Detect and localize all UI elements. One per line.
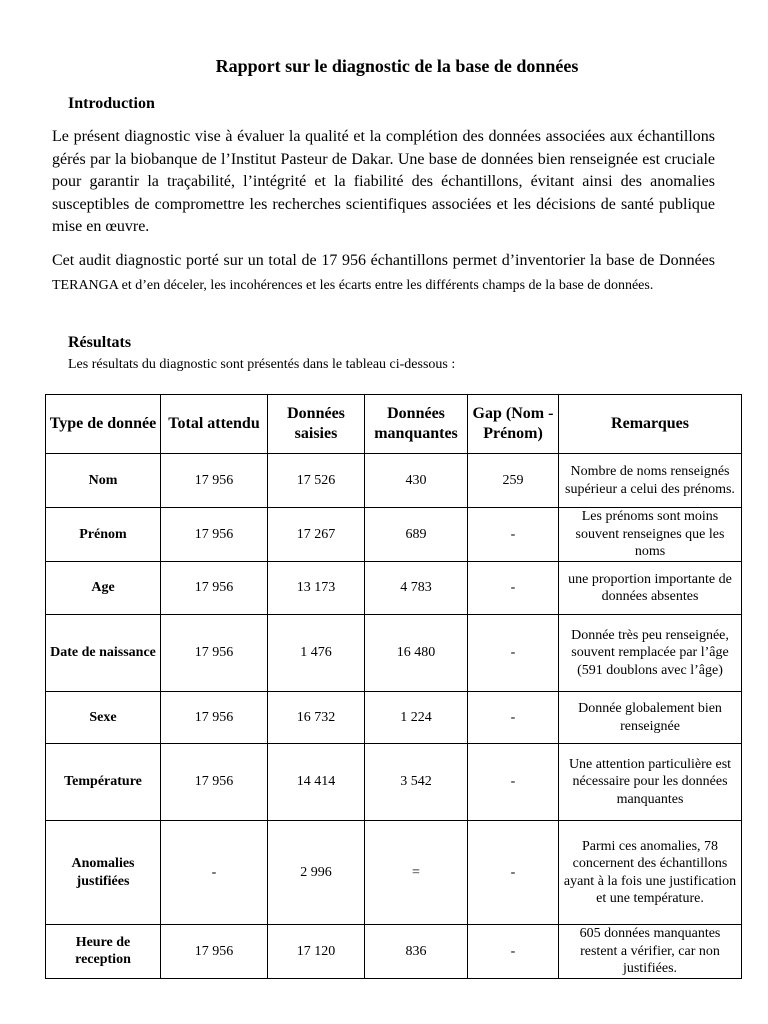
cell-gap: -	[468, 508, 559, 562]
table-row	[46, 821, 742, 925]
cell-type: Nom	[46, 454, 161, 508]
cell-saisies: 2 996	[268, 821, 365, 925]
cell-type: Date de naissance	[46, 615, 161, 692]
table-row	[46, 454, 742, 508]
cell-remarques: Les prénoms sont moins souvent renseignes que les noms	[559, 508, 742, 562]
introduction-paragraph-2	[52, 250, 715, 297]
cell-remarques: Nombre de noms renseignés supérieur a celui des prénoms.	[559, 454, 742, 508]
cell-saisies: 1 476	[268, 615, 365, 692]
cell-total: -	[161, 821, 268, 925]
cell-remarques: 605 données manquantes restent a vérifier, car non justifiées.	[559, 925, 742, 979]
table-row	[46, 925, 742, 979]
cell-type: Prénom	[46, 508, 161, 562]
cell-total: 17 956	[161, 615, 268, 692]
cell-type: Anomalies justifiées	[46, 821, 161, 925]
cell-manquantes: 16 480	[365, 615, 468, 692]
page-title: Rapport sur le diagnostic de la base de données	[215, 56, 579, 76]
cell-saisies: 16 732	[268, 692, 365, 744]
cell-manquantes: 1 224	[365, 692, 468, 744]
cell-saisies: 17 120	[268, 925, 365, 979]
cell-manquantes: 3 542	[365, 744, 468, 821]
results-heading: Résultats	[68, 334, 132, 351]
header-manquantes: Données manquantes	[365, 395, 468, 454]
header-gap: Gap (Nom - Prénom)	[468, 395, 559, 454]
header-total: Total attendu	[161, 395, 268, 454]
cell-remarques: Donnée globalement bien renseignée	[559, 692, 742, 744]
cell-type: Heure de reception	[46, 925, 161, 979]
header-remarques: Remarques	[559, 395, 742, 454]
cell-manquantes: 836	[365, 925, 468, 979]
introduction-heading: Introduction	[68, 95, 155, 112]
table-header-row	[46, 395, 742, 454]
introduction-paragraph-1: Le présent diagnostic vise à évaluer la qualité et la complétion des données associées aux échantillons gérés par la biobanque de l’Institut Pasteur de Dakar. Une base de données bien renseignée est cruciale pour garantir la traçabilité, l’intégrité et la fiabilité des échantillons, évitant ainsi des anomalies susceptibles de compromettre les recherches scientifiques associées et les décisions de santé publique mise en œuvre.	[52, 128, 715, 235]
table-row	[46, 562, 742, 615]
cell-manquantes: 4 783	[365, 562, 468, 615]
cell-total: 17 956	[161, 744, 268, 821]
cell-gap: -	[468, 692, 559, 744]
cell-total: 17 956	[161, 692, 268, 744]
cell-gap: -	[468, 925, 559, 979]
cell-total: 17 956	[161, 454, 268, 508]
results-intro: Les résultats du diagnostic sont présentés dans le tableau ci-dessous :	[68, 357, 456, 372]
table-row	[46, 744, 742, 821]
cell-saisies: 13 173	[268, 562, 365, 615]
header-saisies: Données saisies	[268, 395, 365, 454]
cell-remarques: une proportion importante de données absentes	[559, 562, 742, 615]
cell-total: 17 956	[161, 925, 268, 979]
cell-gap: -	[468, 615, 559, 692]
cell-total: 17 956	[161, 562, 268, 615]
paragraph-2-start: Cet audit diagnostic porté sur un total de 17 956 échantillons permet d’inventorier la base de Données	[52, 252, 715, 269]
cell-type: Sexe	[46, 692, 161, 744]
cell-remarques: Parmi ces anomalies, 78 concernent des échantillons ayant à la fois une justification et une température.	[559, 821, 742, 925]
cell-saisies: 17 526	[268, 454, 365, 508]
cell-manquantes: =	[365, 821, 468, 925]
cell-gap: 259	[468, 454, 559, 508]
cell-saisies: 17 267	[268, 508, 365, 562]
header-type: Type de donnée	[46, 395, 161, 454]
cell-gap: -	[468, 744, 559, 821]
cell-type: Température	[46, 744, 161, 821]
table-row	[46, 508, 742, 562]
diagnostic-table	[45, 394, 742, 979]
paragraph-2-rest: TERANGA et d’en déceler, les incohérences et les écarts entre les différents champs de la base de données.	[52, 277, 654, 293]
cell-total: 17 956	[161, 508, 268, 562]
cell-manquantes: 689	[365, 508, 468, 562]
cell-remarques: Donnée très peu renseignée, souvent remplacée par l’âge (591 doublons avec l’âge)	[559, 615, 742, 692]
cell-gap: -	[468, 562, 559, 615]
cell-gap: -	[468, 821, 559, 925]
cell-remarques: Une attention particulière est nécessaire pour les données manquantes	[559, 744, 742, 821]
cell-type: Age	[46, 562, 161, 615]
cell-manquantes: 430	[365, 454, 468, 508]
table-row	[46, 692, 742, 744]
cell-saisies: 14 414	[268, 744, 365, 821]
table-row	[46, 615, 742, 692]
